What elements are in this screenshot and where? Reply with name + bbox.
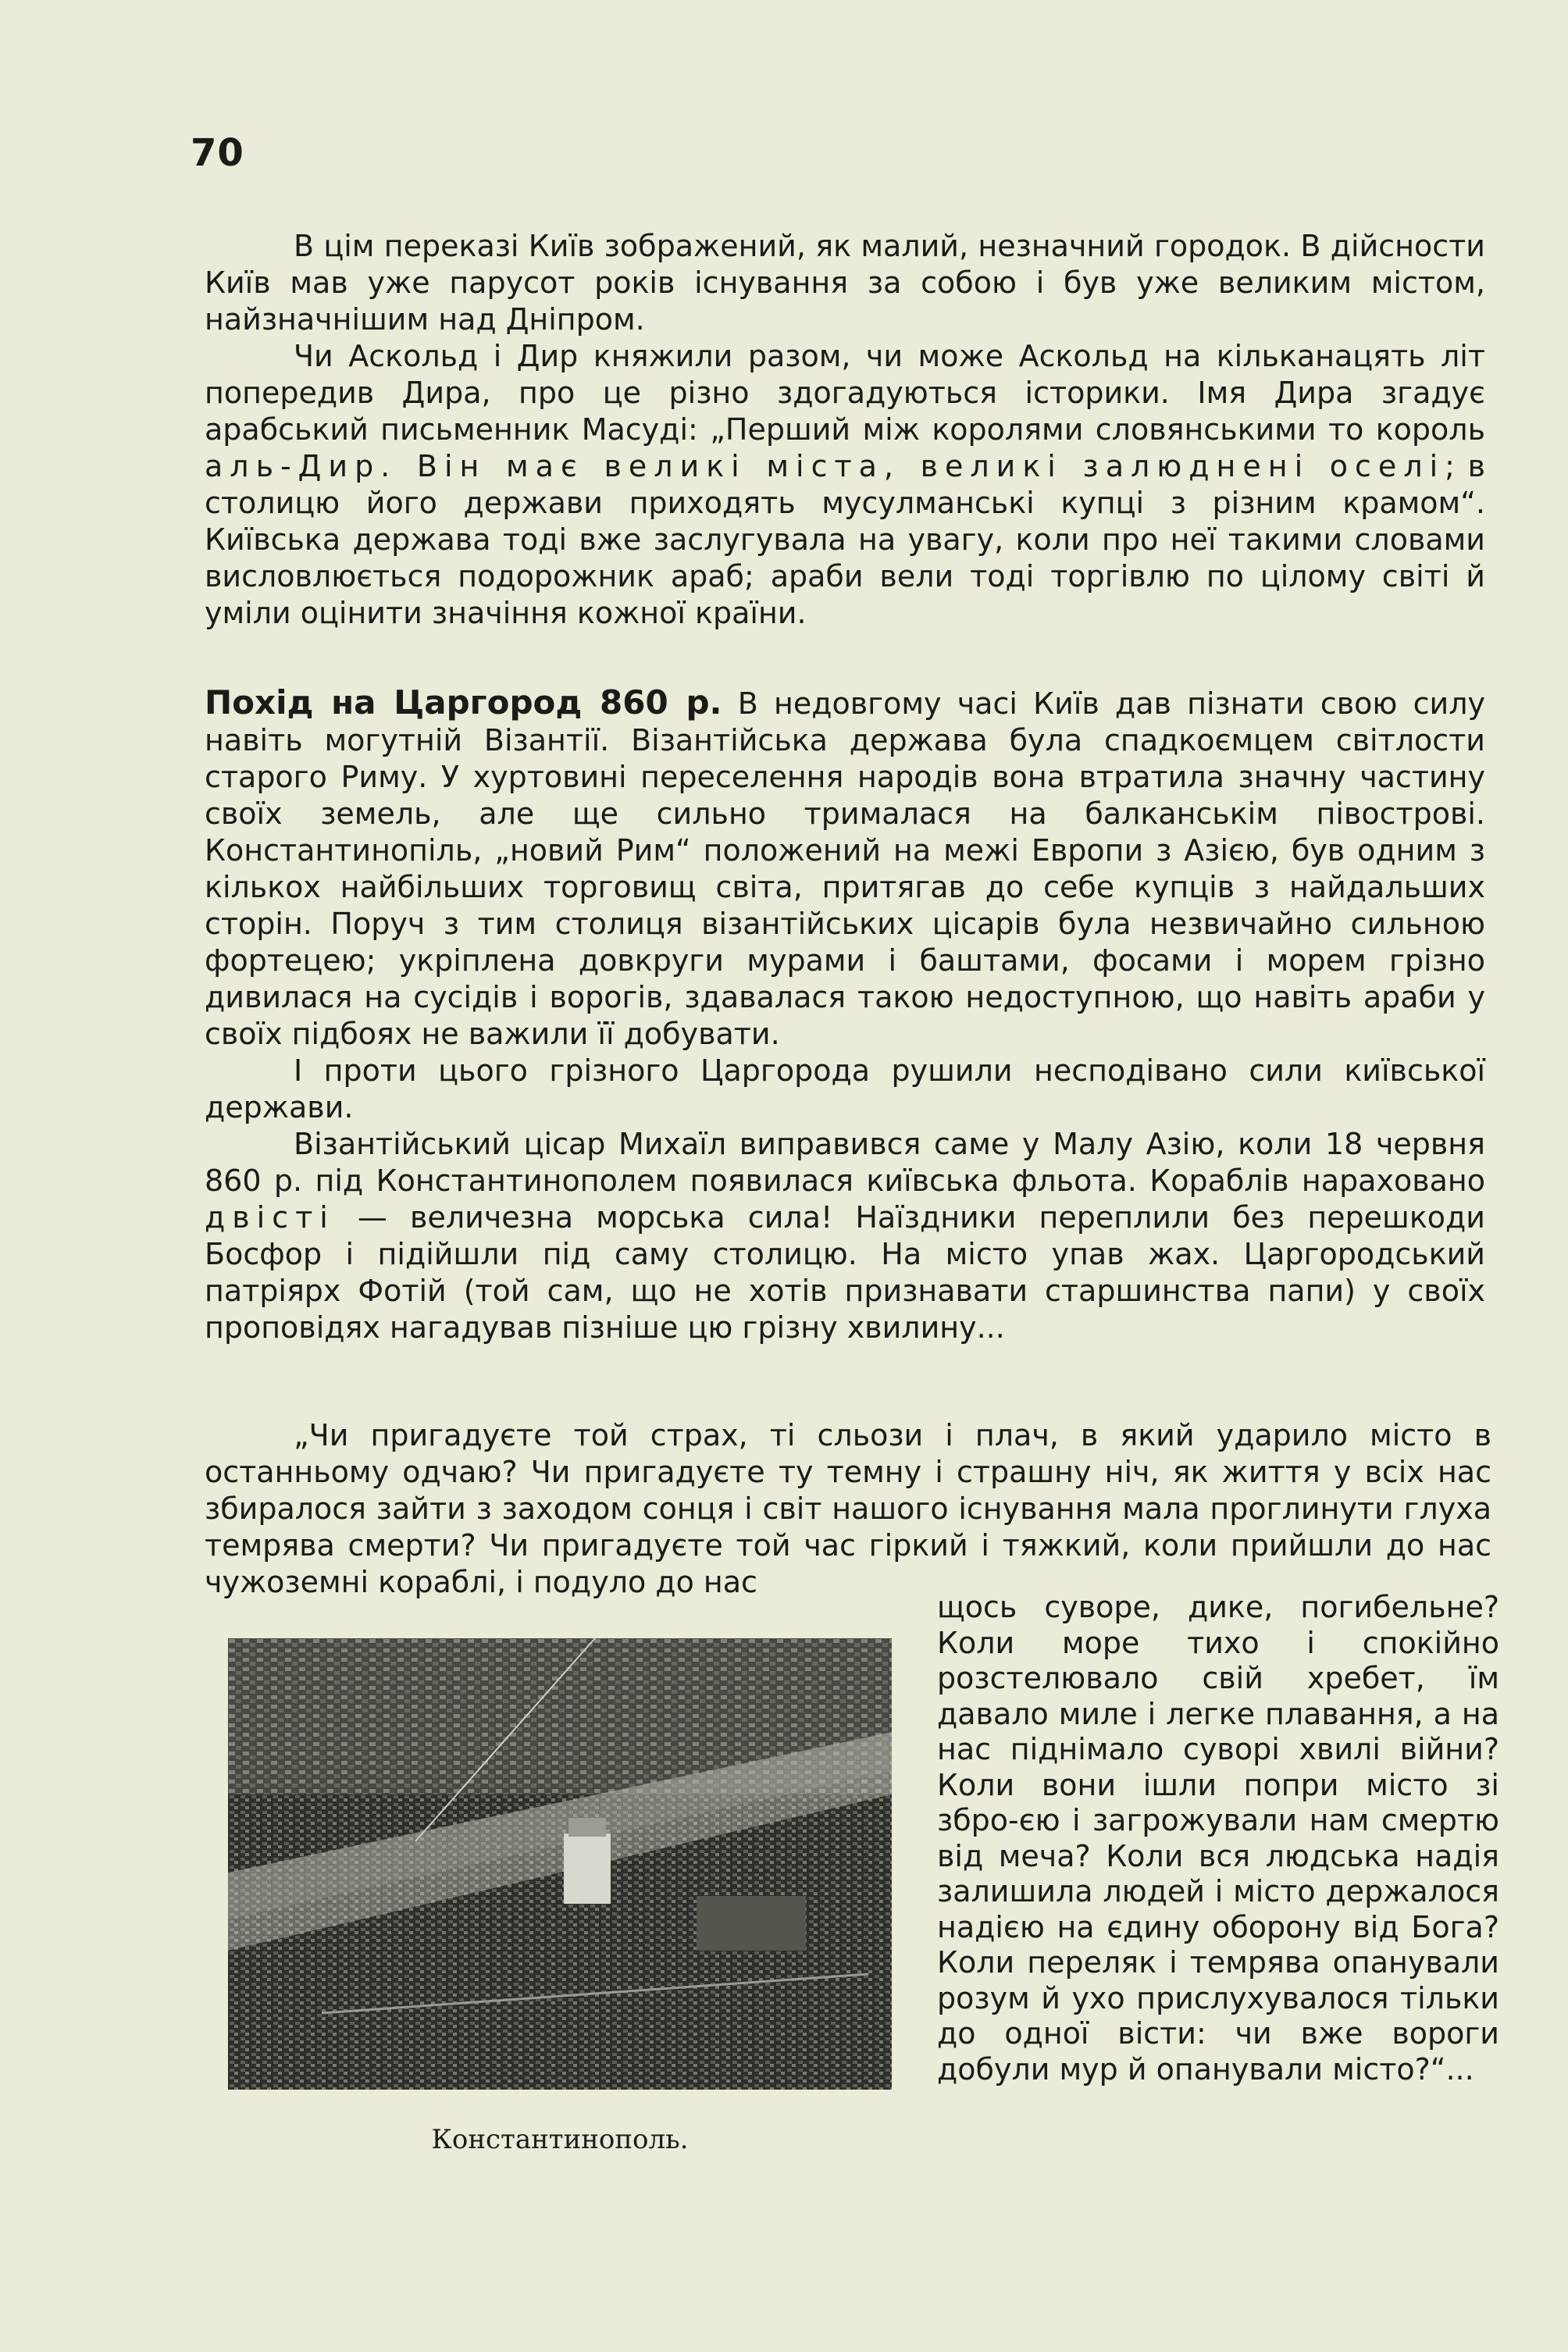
text-block-photius-quote	[205, 1417, 1491, 1601]
constantinople-photo	[228, 1638, 892, 2090]
photius-quote-full-width: „Чи пригадуєте той страх, ті сльози і плач, в який ударило місто в останньому одчаю? Чи пригадуєте ту темну і страшну ніч, як життя у всіх нас збиралося зайти з заходом сонця і світ нашого існування мала проглинути глуха темрява смерти? Чи пригадуєте той час гіркий і тяжкий, коли прийшли до нас чужоземні кораблі, і подуло до нас	[205, 1418, 1491, 1599]
paragraph-kyiv-forces: І проти цього грізного Царгорода рушили несподівано сили київської держави.	[205, 1053, 1485, 1124]
masudi-quote-spaced: аль-Дир. Він має великі міста, великі залюднені оселі	[205, 449, 1445, 483]
emperor-text-end: — величезна морська сила! Наїздники переплили без перешкоди Босфор і підійшли під саму столицю. На місто упав жах. Царгородський патріярх Фотій (той сам, що не хотів признавати старшинства папи) у своїх проповідях нагадував пізніше цю грізну хвилину...	[205, 1200, 1485, 1345]
masudi-quote-start: „Перший між королями словянськими то король	[710, 412, 1485, 447]
kyiv-state-text: Київська держава тоді вже заслугувала на увагу, коли про неї такими словами висловлюється подорожник араб; араби вели тоді торгівлю по цілому світі й уміли оцінити значіння кожної країни.	[205, 522, 1485, 630]
emperor-text-start: Візантійський цісар Михаїл виправився саме у Малу Азію, коли 18 червня 860 р. під Константинополем появилася київська фльота. Кораблів нараховано	[205, 1127, 1485, 1198]
text-column-quote-continuation: щось суворе, дике, погибельне? Коли море тихо і спокійно розстелювало свій хребет, їм давало миле і легке плавання, а на нас піднімало суворі хвилі війни? Коли вони ішли попри місто зі збро-єю і загрожували нам смертю від меча? Коли вся людська надія залишила людей і місто держалося надією на єдину оборону від Бога? Коли переляк і темрява опанували розум й ухо прислухувалося тільки до одної вісти: чи вже вороги добули мур й опанували місто?“...	[937, 1590, 1499, 2087]
byzantium-text: В недовгому часі Київ дав пізнати свою силу навіть могутній Візантії. Візантійська держава була спадкоємцем світлости старого Риму. У хуртовині переселення народів вона втратила значну частину своїх земель, але ще сильно трималася на балканськім півострові. Константинопіль, „новий Рим“ положений на межі Европи з Азією, був одним з кількох найбільших торговищ світа, притягав до себе купців з найдальших сторін. Поруч з тим столиця візантійських цісарів була незвичайно сильною фортецею; укріплена довкруги мурами і баштами, фосами і морем грізно дивилася на сусідів і ворогів, здавалася такою недоступною, що навіть араби у своїх підбоях не важили її добувати.	[205, 686, 1485, 1051]
photo-caption: Константинополь.	[431, 2124, 689, 2155]
askold-dir-text: Чи Аскольд і Дир княжили разом, чи може Аскольд на кільканацять літ попередив Дира, про це різно здогадуються історики. Імя Дира згадує арабський письменник Масуді:	[205, 339, 1485, 447]
text-block-intro	[205, 228, 1485, 632]
paragraph-kyiv-description: В цім переказі Київ зображений, як малий, незначний городок. В дійсности Київ мав уже парусот років існування за собою і був уже великим містом, найзначнішим над Дніпром.	[205, 229, 1485, 337]
masudi-quote-end: ; в столицю його держави приходять мусулманські купці з різним крамом“.	[205, 449, 1486, 520]
paragraph-askold-dir	[205, 338, 1485, 632]
paragraph-emperor-michael	[205, 1126, 1485, 1346]
ships-count-spaced: двісті	[205, 1200, 335, 1235]
section-heading: Похід на Царгород 860 р.	[205, 683, 722, 722]
paragraph-campaign	[205, 684, 1485, 1053]
text-block-campaign	[205, 684, 1485, 1346]
page-number: 70	[191, 131, 244, 175]
